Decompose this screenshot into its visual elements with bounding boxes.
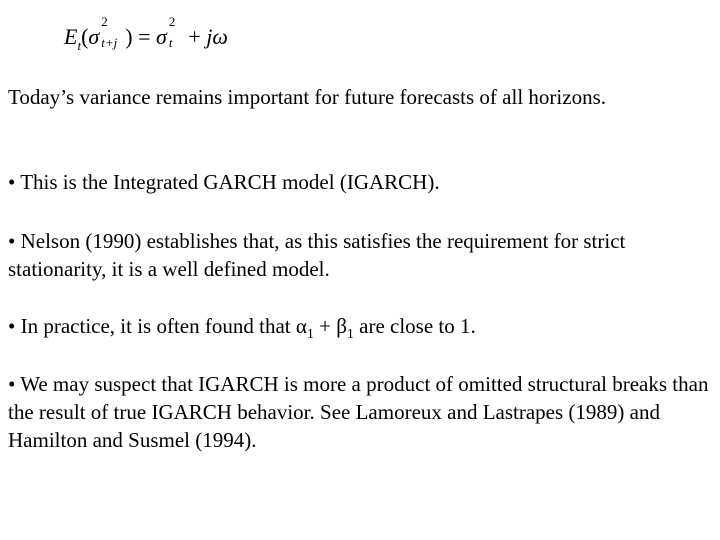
variance-importance-paragraph: Today’s variance remains important for future forecasts of all horizons. — [8, 85, 606, 109]
formula-open-paren: ( — [81, 24, 89, 49]
practice-text-start: • In practice, it is often found that α — [8, 314, 307, 338]
formula-close-equals: ) = — [125, 24, 156, 49]
practice-text-mid: + β — [313, 314, 347, 338]
sigma-2-superscript: 2 — [168, 14, 176, 29]
expectation-subscript: t — [77, 38, 82, 53]
sigma-2-subscript: t — [168, 35, 173, 50]
practice-bullet — [8, 312, 716, 340]
sigma-1-subscript: t+j — [101, 35, 118, 50]
expectation-operator: E — [64, 24, 78, 49]
omega-symbol: ω — [212, 24, 228, 49]
sigma-symbol-1: σ — [88, 24, 100, 49]
alpha-subscript: 1 — [306, 327, 314, 342]
formula-plus: + — [182, 24, 207, 49]
nelson-bullet: • Nelson (1990) establishes that, as this satisfies the requirement for strict stationarity, it is a well defined model. — [8, 229, 626, 281]
igarch-forecast-formula — [64, 14, 228, 54]
sigma-symbol-2: σ — [156, 24, 167, 49]
beta-subscript: 1 — [346, 327, 354, 342]
practice-text-end: are close to 1. — [353, 314, 476, 338]
j-symbol: j — [206, 24, 213, 49]
sigma-1-superscript: 2 — [101, 14, 108, 29]
igarch-bullet: • This is the Integrated GARCH model (IGARCH). — [8, 170, 440, 194]
structural-breaks-bullet: • We may suspect that IGARCH is more a product of omitted structural breaks than the result of true IGARCH behavior. See Lamoreux and Lastrapes (1989) and Hamilton and Susmel (1994). — [8, 372, 709, 452]
